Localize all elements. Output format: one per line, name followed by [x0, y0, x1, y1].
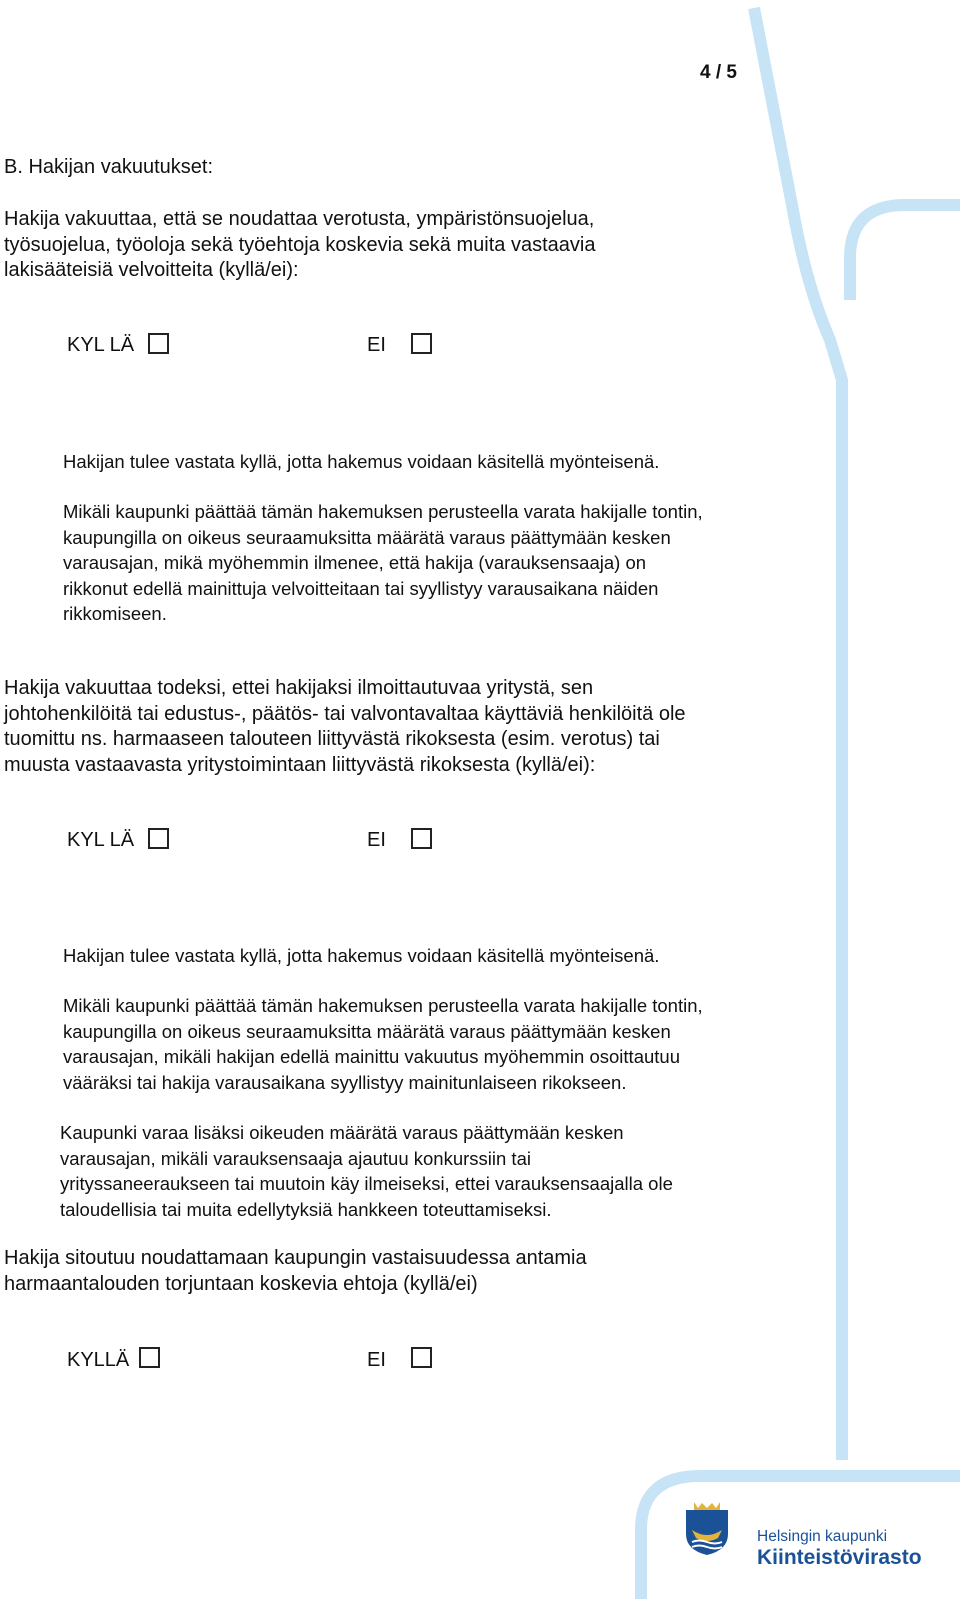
declaration-3-yes-checkbox[interactable] — [139, 1347, 160, 1368]
declaration-1-yes-label: KYL LÄ — [67, 334, 135, 356]
declaration-1-consequence — [63, 499, 703, 627]
text-line: Mikäli kaupunki päättää tämän hakemuksen perusteella varata hakijalle tontin, — [63, 995, 703, 1016]
text-line: johtohenkilöitä tai edustus-, päätös- tai valvontavaltaa käyttäviä henkilöitä ole — [4, 702, 686, 725]
text-line: rikkonut edellä mainittuja velvoitteitaan tai syyllistyy varausaikana näiden — [63, 577, 659, 599]
declaration-3-no-label: EI — [367, 1349, 386, 1371]
declaration-1-note: Hakijan tulee vastata kyllä, jotta hakemus voidaan käsitellä myönteisenä. — [63, 451, 660, 472]
text-line: tuomittu ns. harmaaseen talouteen liittyvästä rikoksesta (esim. verotus) tai — [4, 728, 660, 750]
declaration-3-text — [4, 1246, 587, 1297]
text-line: varausajan, mikä myöhemmin ilmenee, että hakija (varauksensaaja) on — [63, 552, 647, 573]
declaration-2-yes-label: KYL LÄ — [67, 829, 135, 851]
declaration-2-no-checkbox[interactable] — [411, 828, 432, 849]
text-line: Hakija vakuuttaa todeksi, ettei hakijaksi ilmoittautuvaa yritystä, sen — [4, 677, 594, 699]
declaration-2-note: Hakijan tulee vastata kyllä, jotta hakemus voidaan käsitellä myönteisenä. — [63, 945, 660, 966]
text-line: lakisääteisiä velvoitteita (kyllä/ei): — [4, 259, 299, 281]
text-line: vääräksi tai hakija varausaikana syyllistyy mainitunlaiseen rikokseen. — [63, 1071, 627, 1093]
declaration-3-yes-label: KYLLÄ — [67, 1349, 130, 1371]
declaration-2-text — [4, 676, 686, 778]
declaration-1-no-checkbox[interactable] — [411, 333, 432, 354]
text-line: muusta vastaavasta yritystoimintaan liittyvästä rikoksesta (kyllä/ei): — [4, 753, 596, 776]
text-line: rikkomiseen. — [63, 603, 167, 624]
page-number: 4 / 5 — [700, 62, 737, 83]
text-line: harmaantalouden torjuntaan koskevia ehtoja (kyllä/ei) — [4, 1272, 478, 1295]
helsinki-crest-icon — [684, 1500, 730, 1556]
text-line: taloudellisia tai muita edellytyksiä hankkeen toteuttamiseksi. — [60, 1198, 552, 1220]
declaration-2-no-label: EI — [367, 829, 386, 851]
text-line: yrityssaneeraukseen tai muutoin käy ilmeiseksi, ettei varauksensaajalla ole — [60, 1173, 673, 1194]
section-title: B. Hakijan vakuutukset: — [4, 156, 213, 178]
text-line: varausajan, mikäli varauksensaaja ajautuu konkurssiin tai — [60, 1147, 531, 1169]
decor-line-top-curve — [850, 205, 960, 300]
declaration-1-yes-checkbox[interactable] — [148, 333, 169, 354]
text-line: kaupungilla on oikeus seuraamuksitta määrätä varaus päättymään kesken — [63, 1020, 671, 1042]
logo-line1: Helsingin kaupunki — [757, 1528, 888, 1545]
declaration-2-yes-checkbox[interactable] — [148, 828, 169, 849]
declaration-1-no-label: EI — [367, 334, 386, 356]
declaration-3-no-checkbox[interactable] — [411, 1347, 432, 1368]
declaration-2-consequence — [63, 993, 703, 1095]
text-line: Kaupunki varaa lisäksi oikeuden määrätä varaus päättymään kesken — [60, 1122, 624, 1143]
text-line: Mikäli kaupunki päättää tämän hakemuksen perusteella varata hakijalle tontin, — [63, 501, 703, 522]
text-line: varausajan, mikäli hakijan edellä mainittu vakuutus myöhemmin osoittautuu — [63, 1046, 680, 1067]
text-line: kaupungilla on oikeus seuraamuksitta määrätä varaus päättymään kesken — [63, 526, 671, 548]
text-line: työsuojelua, työoloja sekä työehtoja koskevia sekä muita vastaavia — [4, 233, 596, 256]
declaration-2-bankruptcy — [60, 1120, 673, 1222]
text-line: Hakija sitoutuu noudattamaan kaupungin vastaisuudessa antamia — [4, 1247, 587, 1269]
text-line: Hakija vakuuttaa, että se noudattaa verotusta, ympäristönsuojelua, — [4, 208, 595, 230]
logo-line2: Kiinteistövirasto — [757, 1546, 922, 1569]
declaration-1-text — [4, 207, 595, 284]
decor-line-right — [754, 8, 842, 1460]
